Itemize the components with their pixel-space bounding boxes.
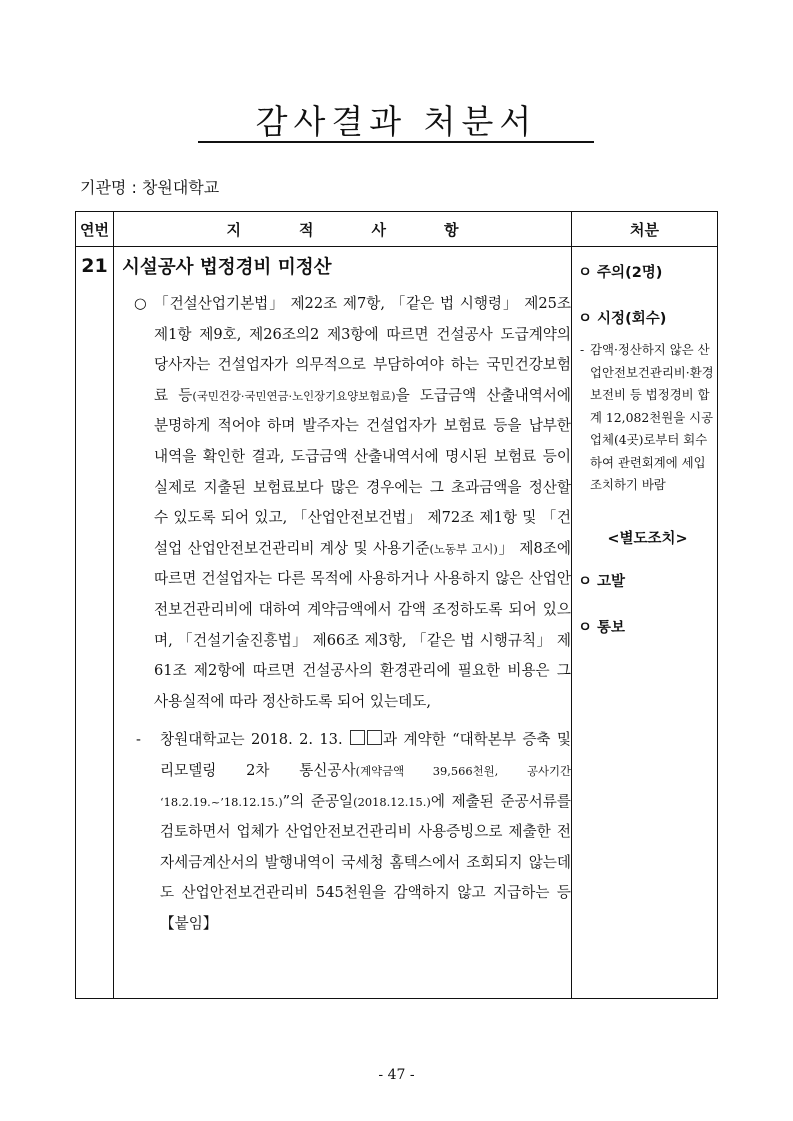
redacted-company-placeholder [349, 731, 383, 748]
circle-bullet: ○ [134, 295, 147, 312]
table-header-row [76, 212, 718, 247]
finding-paragraph-2 [134, 725, 571, 939]
action-correction: ㅇ 시정(회수) [578, 311, 667, 327]
dash-bullet: - [136, 731, 141, 749]
detail-dash: - [580, 342, 585, 357]
detail-text: 감액·정산하지 않은 산업안전보건관리비·환경보전비 등 법정경비 합계 12,082천원을 시공업체(4곳)로부터 회수하여 관련회계에 세입조치하기 바람 [590, 342, 714, 492]
header-findings: 지적사항 [114, 212, 572, 247]
row-number: 21 [76, 247, 114, 999]
para1-text-a: 「건설산업기본법」 제22조 제7항, 「같은 법 시행령」 제25조 제1항 제9호, 제26조의2 제3항에 따르면 건설공사 도급계약의 당사자는 건설업자가 의무적으로 부담하여야 하는 국민건강보험료 등 [154, 295, 571, 404]
para1-note-a: (국민건강·국민연금·노인장기요양보험료) [192, 388, 396, 403]
audit-table [75, 211, 718, 999]
action-cell [572, 247, 718, 999]
findings-cell [114, 247, 572, 999]
special-measures-heading: <별도조치> [607, 530, 688, 547]
header-action: 처분 [572, 212, 718, 247]
title-underline [198, 141, 594, 143]
para2-text-d: 에 제출된 준공서류를 검토하면서 업체가 산업안전보건관리비 사용증빙으로 제출한 전자세금계산서의 발행내역이 국세청 홈텍스에서 조회되지 않는데도 산업안전보건관리비 545천원을 감액하지 않고 지급하는 등 【붙임】 [160, 792, 571, 932]
agency-name: 기관명 : 창원대학교 [80, 178, 220, 197]
para1-note-b: (노동부 고시) [429, 541, 498, 556]
para2-text-c: ”의 준공일 [282, 792, 354, 810]
para2-note-2: (2018.12.15.) [353, 794, 431, 809]
para2-text-a: 창원대학교는 2018. 2. 13. [160, 731, 343, 749]
para1-text-c: 」 제8조에 따르면 건설업자는 다른 목적에 사용하거나 사용하지 않은 산업안전보건관리비에 대하여 계약금액에서 감액 조정하도록 되어 있으며, 「건설기술진흥법」 제66조 제3항, 「같은 법 시행규칙」 제61조 제2항에 따르면 건설공사의 환경관리에 필요한 비용은 그 사용실적에 따라 정산하도록 되어 있는데도, [154, 539, 571, 710]
action-accusation: ㅇ 고발 [578, 573, 626, 590]
para2-text-b: 과 계약한 “대학본부 증축 및 리모델링 2차 통신공사 [160, 731, 571, 779]
para2-note-1: (계약금액 39,566천원, 공사기간 ‘18.2.19.~’18.12.15.) [160, 763, 571, 809]
document-title: 감사결과 처분서 [255, 102, 538, 141]
action-correction-detail [578, 339, 717, 497]
table-row [76, 247, 718, 999]
action-caution: ㅇ 주의(2명) [578, 265, 663, 281]
header-no: 연번 [76, 212, 114, 247]
para1-text-b: 을 도급금액 산출내역서에 분명하게 적어야 하며 발주자는 건설업자가 보험료 등을 납부한 내역을 확인한 결과, 도급금액 산출내역서에 명시된 보험료 등이 실제로 지출된 보험료보다 많은 경우에는 그 초과금액을 정산할 수 있도록 되어 있고, 「산업안전보건법」 제72조 제1항 및 「건설업 산업안전보건관리비 계상 및 사용기준 [154, 386, 571, 557]
page-number: - 47 - [378, 1067, 415, 1083]
action-notice: ㅇ 통보 [578, 619, 626, 636]
issue-title: 시설공사 법정경비 미정산 [122, 257, 332, 278]
finding-paragraph-1 [134, 289, 571, 717]
